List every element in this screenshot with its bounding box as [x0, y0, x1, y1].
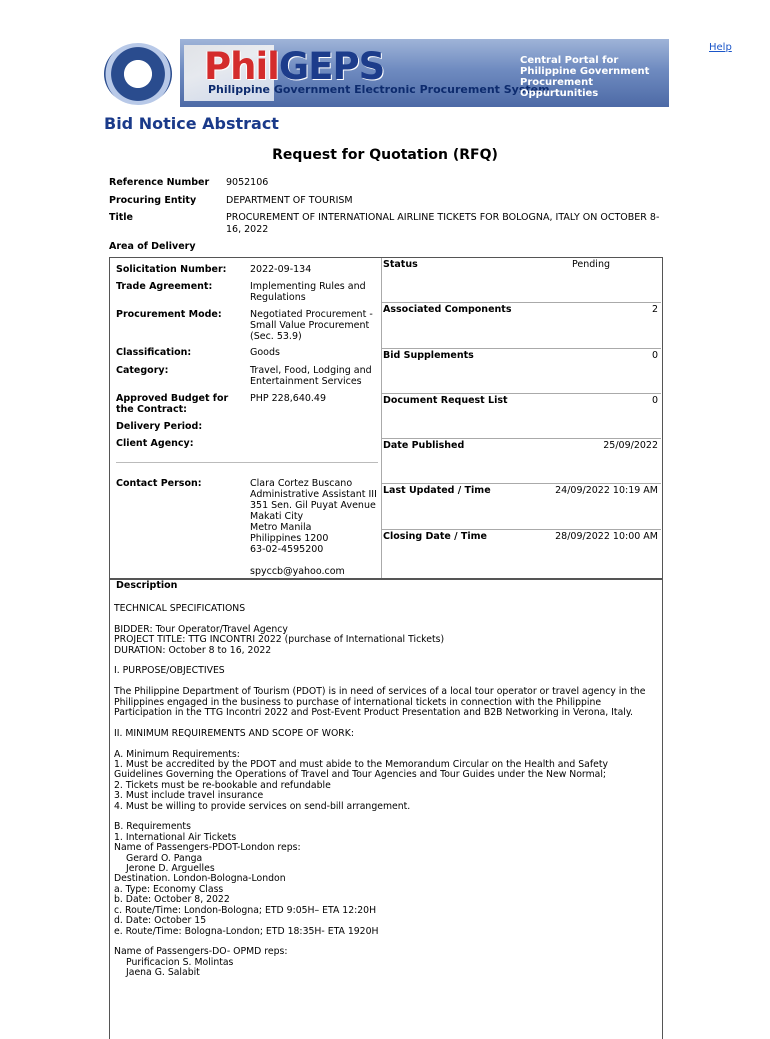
description-label: Description — [116, 580, 178, 591]
banner-subtitle: Philippine Government Electronic Procurement System — [208, 83, 550, 96]
contact-person-details: Clara Cortez Buscano Administrative Assistant III 351 Sen. Gil Puyat Avenue Makati City Metro Manila Philippines 1200 63-02-4595200 spyccb@yahoo.com — [250, 478, 377, 577]
page-title: Bid Notice Abstract — [104, 114, 279, 133]
description-text: TECHNICAL SPECIFICATIONS BIDDER: Tour Operator/Travel Agency PROJECT TITLE: TTG INCONTRI 2022 (purchase of International Tickets) DURATION: October 8 to 16, 2022 I. PURPOSE/OBJECTIVES The Philippine Department of Tourism (PDOT) is in need of services of a local tour operator or travel agency in the Philippines engaged in the business to purchase of international tickets in connection with the Philippine Participation in the TTG Incontri 2022 and Post-Event Product Presentation and B2B Networking in Verona, Italy. II. MINIMUM REQUIREMENTS AND SCOPE OF WORK: A. Minimum Requirements: 1. Must be accredited by the PDOT and must abide to the Memorandum Circular on the Health and Safety Guidelines Governing the Operations of Travel and Tour Agencies and Tour Guides under the New Normal; 2. Tickets must be re-bookable and refundable 3. Must include travel insurance 4. Must be willing to provide services on send-bill arrangement. B. Requirements 1. International Air Tickets Name of Passengers-PDOT-London reps: Gerard O. Panga Jerone D. Arguelles Destination. London-Bologna-London a. Type: Economy Class b. Date: October 8, 2022 c. Route/Time: London-Bologna; ETD 9:05H– ETA 12:20H d. Date: October 15 e. Route/Time: Bologna-London; ETD 18:35H- ETA 1920H Name of Passengers-DO- OPMD reps: Purificacion S. Molintas Jaena G. Salabit — [114, 603, 646, 979]
divider — [116, 462, 378, 463]
philgeps-logo: PhilGEPS — [204, 45, 385, 88]
notice-type: Request for Quotation (RFQ) — [272, 147, 498, 163]
area-of-delivery-label: Area of Delivery — [109, 241, 196, 252]
banner-portal-text: Central Portal for Philippine Government Procurement Oppurtunities — [520, 55, 650, 99]
status-badge: Pending — [572, 259, 610, 270]
philgeps-banner — [104, 39, 669, 107]
economy-seal-logo — [104, 43, 172, 105]
help-link[interactable]: Help — [709, 42, 732, 53]
